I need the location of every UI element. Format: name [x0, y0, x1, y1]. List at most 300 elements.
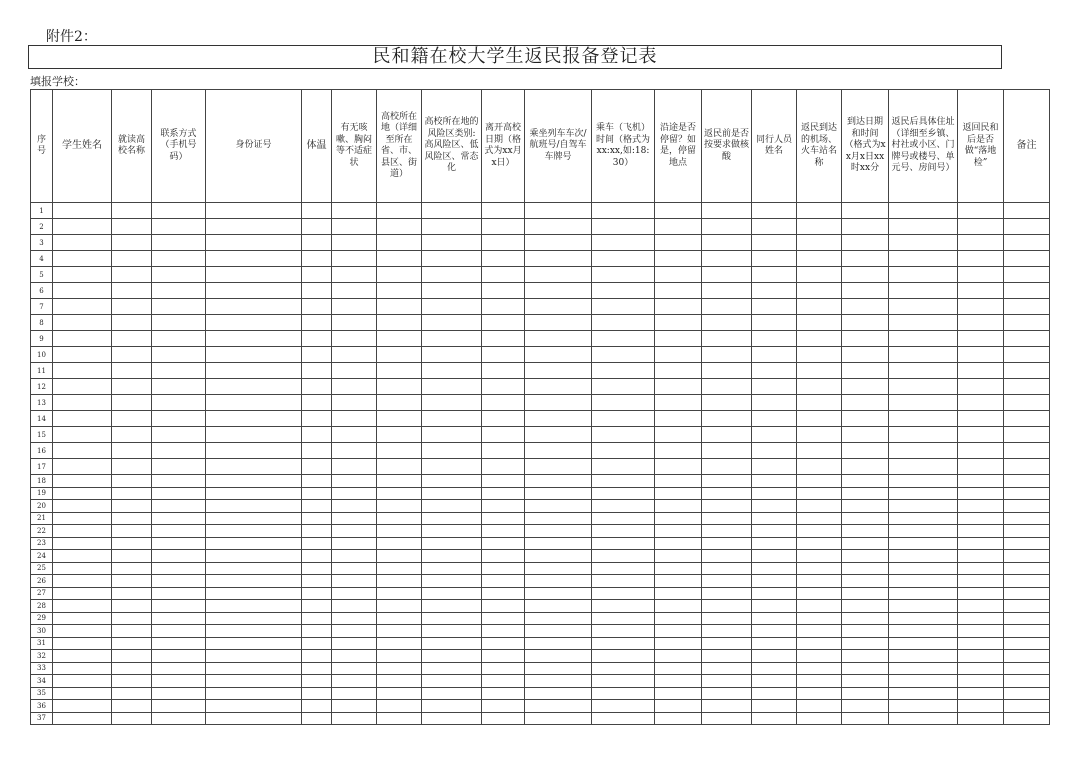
table-cell[interactable]: [112, 219, 152, 235]
table-cell[interactable]: [1004, 459, 1050, 475]
table-cell[interactable]: [206, 251, 302, 267]
table-cell[interactable]: [592, 411, 655, 427]
table-cell[interactable]: [152, 427, 206, 443]
table-cell[interactable]: [889, 299, 958, 315]
table-cell[interactable]: [1004, 662, 1050, 675]
table-cell[interactable]: [889, 650, 958, 663]
table-cell[interactable]: [482, 475, 525, 488]
table-cell[interactable]: [482, 203, 525, 219]
table-cell[interactable]: [752, 427, 797, 443]
table-cell[interactable]: [655, 600, 702, 613]
table-cell[interactable]: [842, 612, 889, 625]
table-cell[interactable]: [1004, 427, 1050, 443]
table-cell[interactable]: [655, 612, 702, 625]
table-cell[interactable]: [112, 700, 152, 713]
table-cell[interactable]: [655, 443, 702, 459]
table-cell[interactable]: [206, 712, 302, 725]
table-cell[interactable]: [958, 315, 1004, 331]
table-cell[interactable]: [422, 347, 482, 363]
table-cell[interactable]: [525, 219, 592, 235]
table-cell[interactable]: [655, 500, 702, 513]
table-cell[interactable]: [377, 347, 422, 363]
table-cell[interactable]: [592, 662, 655, 675]
table-cell[interactable]: [702, 562, 752, 575]
table-cell[interactable]: [752, 475, 797, 488]
table-cell[interactable]: [655, 637, 702, 650]
table-cell[interactable]: [1004, 712, 1050, 725]
table-cell[interactable]: [592, 251, 655, 267]
table-cell[interactable]: [302, 331, 332, 347]
table-cell[interactable]: [842, 235, 889, 251]
table-cell[interactable]: [797, 500, 842, 513]
table-cell[interactable]: [842, 587, 889, 600]
table-cell[interactable]: [702, 459, 752, 475]
table-cell[interactable]: [889, 600, 958, 613]
table-cell[interactable]: [206, 662, 302, 675]
table-cell[interactable]: [377, 299, 422, 315]
table-cell[interactable]: [958, 219, 1004, 235]
table-cell[interactable]: [525, 550, 592, 563]
table-cell[interactable]: [797, 575, 842, 588]
table-cell[interactable]: [332, 203, 377, 219]
table-cell[interactable]: [112, 283, 152, 299]
table-cell[interactable]: [332, 267, 377, 283]
table-cell[interactable]: [482, 427, 525, 443]
table-cell[interactable]: [482, 487, 525, 500]
table-cell[interactable]: [842, 219, 889, 235]
table-cell[interactable]: [752, 537, 797, 550]
table-cell[interactable]: [422, 475, 482, 488]
table-cell[interactable]: [525, 487, 592, 500]
table-cell[interactable]: [152, 562, 206, 575]
table-cell[interactable]: [53, 235, 112, 251]
table-cell[interactable]: [422, 487, 482, 500]
table-cell[interactable]: [302, 537, 332, 550]
table-cell[interactable]: [152, 675, 206, 688]
table-cell[interactable]: [958, 411, 1004, 427]
table-cell[interactable]: [482, 550, 525, 563]
table-cell[interactable]: [482, 379, 525, 395]
table-cell[interactable]: [377, 675, 422, 688]
table-cell[interactable]: [525, 443, 592, 459]
table-cell[interactable]: [525, 700, 592, 713]
table-cell[interactable]: [842, 512, 889, 525]
table-cell[interactable]: [206, 203, 302, 219]
table-cell[interactable]: [302, 459, 332, 475]
table-cell[interactable]: [752, 687, 797, 700]
table-cell[interactable]: [422, 315, 482, 331]
table-cell[interactable]: [377, 459, 422, 475]
table-cell[interactable]: [702, 537, 752, 550]
table-cell[interactable]: [752, 331, 797, 347]
table-cell[interactable]: [702, 600, 752, 613]
table-cell[interactable]: [422, 395, 482, 411]
table-cell[interactable]: [702, 331, 752, 347]
table-cell[interactable]: [112, 475, 152, 488]
table-cell[interactable]: [702, 612, 752, 625]
table-cell[interactable]: [797, 283, 842, 299]
table-cell[interactable]: [332, 700, 377, 713]
table-cell[interactable]: [702, 347, 752, 363]
table-cell[interactable]: [332, 587, 377, 600]
table-cell[interactable]: [655, 525, 702, 538]
table-cell[interactable]: [302, 587, 332, 600]
table-cell[interactable]: [482, 315, 525, 331]
table-cell[interactable]: [842, 662, 889, 675]
table-cell[interactable]: [1004, 487, 1050, 500]
table-cell[interactable]: [702, 475, 752, 488]
table-cell[interactable]: [302, 235, 332, 251]
table-cell[interactable]: [702, 662, 752, 675]
table-cell[interactable]: [302, 395, 332, 411]
table-cell[interactable]: [332, 395, 377, 411]
table-cell[interactable]: [422, 459, 482, 475]
table-cell[interactable]: [592, 267, 655, 283]
table-cell[interactable]: [842, 411, 889, 427]
table-cell[interactable]: [112, 575, 152, 588]
table-cell[interactable]: [112, 459, 152, 475]
table-cell[interactable]: [152, 459, 206, 475]
table-cell[interactable]: [152, 411, 206, 427]
table-cell[interactable]: [206, 525, 302, 538]
table-cell[interactable]: [592, 475, 655, 488]
table-cell[interactable]: [53, 315, 112, 331]
table-cell[interactable]: [525, 235, 592, 251]
table-cell[interactable]: [53, 662, 112, 675]
table-cell[interactable]: [592, 700, 655, 713]
table-cell[interactable]: [752, 587, 797, 600]
table-cell[interactable]: [655, 203, 702, 219]
table-cell[interactable]: [958, 512, 1004, 525]
table-cell[interactable]: [206, 550, 302, 563]
table-cell[interactable]: [422, 600, 482, 613]
table-cell[interactable]: [842, 500, 889, 513]
table-cell[interactable]: [592, 625, 655, 638]
table-cell[interactable]: [889, 687, 958, 700]
table-cell[interactable]: [592, 712, 655, 725]
table-cell[interactable]: [889, 331, 958, 347]
table-cell[interactable]: [889, 537, 958, 550]
table-cell[interactable]: [112, 512, 152, 525]
table-cell[interactable]: [958, 662, 1004, 675]
table-cell[interactable]: [422, 587, 482, 600]
table-cell[interactable]: [422, 411, 482, 427]
table-cell[interactable]: [752, 347, 797, 363]
table-cell[interactable]: [206, 487, 302, 500]
table-cell[interactable]: [1004, 562, 1050, 575]
table-cell[interactable]: [112, 331, 152, 347]
table-cell[interactable]: [206, 687, 302, 700]
table-cell[interactable]: [752, 251, 797, 267]
table-cell[interactable]: [842, 700, 889, 713]
table-cell[interactable]: [53, 219, 112, 235]
table-cell[interactable]: [797, 625, 842, 638]
table-cell[interactable]: [377, 395, 422, 411]
table-cell[interactable]: [702, 283, 752, 299]
table-cell[interactable]: [592, 500, 655, 513]
table-cell[interactable]: [525, 537, 592, 550]
table-cell[interactable]: [377, 712, 422, 725]
table-cell[interactable]: [702, 219, 752, 235]
table-cell[interactable]: [302, 637, 332, 650]
table-cell[interactable]: [482, 363, 525, 379]
table-cell[interactable]: [302, 700, 332, 713]
table-cell[interactable]: [482, 251, 525, 267]
table-cell[interactable]: [702, 550, 752, 563]
table-cell[interactable]: [1004, 587, 1050, 600]
table-cell[interactable]: [482, 637, 525, 650]
table-cell[interactable]: [797, 315, 842, 331]
table-cell[interactable]: [152, 219, 206, 235]
table-cell[interactable]: [958, 675, 1004, 688]
table-cell[interactable]: [152, 550, 206, 563]
table-cell[interactable]: [206, 395, 302, 411]
table-cell[interactable]: [655, 587, 702, 600]
table-cell[interactable]: [422, 712, 482, 725]
table-cell[interactable]: [797, 600, 842, 613]
table-cell[interactable]: [1004, 625, 1050, 638]
table-cell[interactable]: [1004, 299, 1050, 315]
table-cell[interactable]: [1004, 700, 1050, 713]
table-cell[interactable]: [1004, 500, 1050, 513]
table-cell[interactable]: [152, 537, 206, 550]
table-cell[interactable]: [482, 459, 525, 475]
table-cell[interactable]: [206, 379, 302, 395]
table-cell[interactable]: [1004, 512, 1050, 525]
table-cell[interactable]: [958, 600, 1004, 613]
table-cell[interactable]: [889, 475, 958, 488]
table-cell[interactable]: [112, 315, 152, 331]
table-cell[interactable]: [525, 315, 592, 331]
table-cell[interactable]: [1004, 537, 1050, 550]
table-cell[interactable]: [655, 575, 702, 588]
table-cell[interactable]: [377, 235, 422, 251]
table-cell[interactable]: [152, 687, 206, 700]
table-cell[interactable]: [797, 219, 842, 235]
table-cell[interactable]: [152, 331, 206, 347]
table-cell[interactable]: [958, 251, 1004, 267]
table-cell[interactable]: [112, 675, 152, 688]
table-cell[interactable]: [702, 687, 752, 700]
table-cell[interactable]: [752, 612, 797, 625]
table-cell[interactable]: [958, 562, 1004, 575]
table-cell[interactable]: [1004, 251, 1050, 267]
table-cell[interactable]: [482, 347, 525, 363]
table-cell[interactable]: [592, 487, 655, 500]
table-cell[interactable]: [53, 283, 112, 299]
table-cell[interactable]: [206, 600, 302, 613]
table-cell[interactable]: [889, 712, 958, 725]
table-cell[interactable]: [889, 203, 958, 219]
table-cell[interactable]: [592, 537, 655, 550]
table-cell[interactable]: [958, 687, 1004, 700]
table-cell[interactable]: [889, 267, 958, 283]
table-cell[interactable]: [302, 443, 332, 459]
table-cell[interactable]: [702, 575, 752, 588]
table-cell[interactable]: [152, 283, 206, 299]
table-cell[interactable]: [377, 411, 422, 427]
table-cell[interactable]: [112, 411, 152, 427]
table-cell[interactable]: [302, 363, 332, 379]
table-cell[interactable]: [797, 612, 842, 625]
table-cell[interactable]: [302, 267, 332, 283]
table-cell[interactable]: [206, 587, 302, 600]
table-cell[interactable]: [889, 487, 958, 500]
table-cell[interactable]: [112, 650, 152, 663]
table-cell[interactable]: [958, 700, 1004, 713]
table-cell[interactable]: [206, 650, 302, 663]
table-cell[interactable]: [302, 575, 332, 588]
table-cell[interactable]: [842, 267, 889, 283]
table-cell[interactable]: [655, 562, 702, 575]
table-cell[interactable]: [889, 675, 958, 688]
table-cell[interactable]: [797, 411, 842, 427]
table-cell[interactable]: [302, 379, 332, 395]
table-cell[interactable]: [797, 487, 842, 500]
table-cell[interactable]: [797, 235, 842, 251]
table-cell[interactable]: [377, 363, 422, 379]
table-cell[interactable]: [525, 662, 592, 675]
table-cell[interactable]: [302, 675, 332, 688]
table-cell[interactable]: [332, 575, 377, 588]
table-cell[interactable]: [152, 475, 206, 488]
table-cell[interactable]: [592, 550, 655, 563]
table-cell[interactable]: [112, 562, 152, 575]
table-cell[interactable]: [53, 587, 112, 600]
table-cell[interactable]: [525, 347, 592, 363]
table-cell[interactable]: [152, 347, 206, 363]
table-cell[interactable]: [53, 512, 112, 525]
table-cell[interactable]: [525, 411, 592, 427]
table-cell[interactable]: [752, 411, 797, 427]
table-cell[interactable]: [842, 283, 889, 299]
table-cell[interactable]: [702, 700, 752, 713]
table-cell[interactable]: [889, 612, 958, 625]
table-cell[interactable]: [842, 525, 889, 538]
table-cell[interactable]: [332, 411, 377, 427]
table-cell[interactable]: [889, 219, 958, 235]
table-cell[interactable]: [152, 625, 206, 638]
table-cell[interactable]: [592, 512, 655, 525]
table-cell[interactable]: [525, 251, 592, 267]
table-cell[interactable]: [842, 331, 889, 347]
table-cell[interactable]: [482, 500, 525, 513]
table-cell[interactable]: [112, 395, 152, 411]
table-cell[interactable]: [797, 443, 842, 459]
table-cell[interactable]: [53, 525, 112, 538]
table-cell[interactable]: [752, 650, 797, 663]
table-cell[interactable]: [889, 427, 958, 443]
table-cell[interactable]: [302, 712, 332, 725]
table-cell[interactable]: [206, 219, 302, 235]
table-cell[interactable]: [958, 475, 1004, 488]
table-cell[interactable]: [377, 379, 422, 395]
table-cell[interactable]: [655, 267, 702, 283]
table-cell[interactable]: [152, 395, 206, 411]
table-cell[interactable]: [889, 637, 958, 650]
table-cell[interactable]: [889, 500, 958, 513]
table-cell[interactable]: [332, 687, 377, 700]
table-cell[interactable]: [377, 537, 422, 550]
table-cell[interactable]: [377, 687, 422, 700]
table-cell[interactable]: [53, 487, 112, 500]
table-cell[interactable]: [377, 443, 422, 459]
table-cell[interactable]: [752, 625, 797, 638]
table-cell[interactable]: [958, 283, 1004, 299]
table-cell[interactable]: [889, 347, 958, 363]
table-cell[interactable]: [302, 203, 332, 219]
table-cell[interactable]: [332, 612, 377, 625]
table-cell[interactable]: [332, 675, 377, 688]
table-cell[interactable]: [797, 550, 842, 563]
table-cell[interactable]: [332, 347, 377, 363]
table-cell[interactable]: [958, 267, 1004, 283]
table-cell[interactable]: [958, 347, 1004, 363]
table-cell[interactable]: [206, 315, 302, 331]
table-cell[interactable]: [422, 235, 482, 251]
table-cell[interactable]: [332, 459, 377, 475]
table-cell[interactable]: [655, 363, 702, 379]
table-cell[interactable]: [152, 235, 206, 251]
table-cell[interactable]: [302, 512, 332, 525]
table-cell[interactable]: [889, 363, 958, 379]
table-cell[interactable]: [797, 587, 842, 600]
table-cell[interactable]: [889, 562, 958, 575]
table-cell[interactable]: [422, 251, 482, 267]
table-cell[interactable]: [1004, 267, 1050, 283]
table-cell[interactable]: [1004, 687, 1050, 700]
table-cell[interactable]: [152, 612, 206, 625]
table-cell[interactable]: [377, 662, 422, 675]
table-cell[interactable]: [206, 443, 302, 459]
table-cell[interactable]: [655, 251, 702, 267]
table-cell[interactable]: [842, 650, 889, 663]
table-cell[interactable]: [655, 650, 702, 663]
table-cell[interactable]: [377, 562, 422, 575]
table-cell[interactable]: [842, 395, 889, 411]
table-cell[interactable]: [889, 662, 958, 675]
table-cell[interactable]: [206, 427, 302, 443]
table-cell[interactable]: [332, 363, 377, 379]
table-cell[interactable]: [302, 299, 332, 315]
table-cell[interactable]: [206, 331, 302, 347]
table-cell[interactable]: [377, 283, 422, 299]
table-cell[interactable]: [302, 625, 332, 638]
table-cell[interactable]: [53, 500, 112, 513]
table-cell[interactable]: [842, 203, 889, 219]
table-cell[interactable]: [592, 379, 655, 395]
table-cell[interactable]: [702, 512, 752, 525]
table-cell[interactable]: [958, 203, 1004, 219]
table-cell[interactable]: [152, 575, 206, 588]
table-cell[interactable]: [958, 379, 1004, 395]
table-cell[interactable]: [592, 283, 655, 299]
table-cell[interactable]: [377, 251, 422, 267]
table-cell[interactable]: [889, 550, 958, 563]
table-cell[interactable]: [1004, 219, 1050, 235]
table-cell[interactable]: [958, 363, 1004, 379]
table-cell[interactable]: [302, 411, 332, 427]
table-cell[interactable]: [152, 487, 206, 500]
table-cell[interactable]: [525, 283, 592, 299]
table-cell[interactable]: [152, 251, 206, 267]
table-cell[interactable]: [797, 700, 842, 713]
table-cell[interactable]: [842, 347, 889, 363]
table-cell[interactable]: [525, 625, 592, 638]
table-cell[interactable]: [842, 675, 889, 688]
table-cell[interactable]: [592, 219, 655, 235]
table-cell[interactable]: [112, 347, 152, 363]
